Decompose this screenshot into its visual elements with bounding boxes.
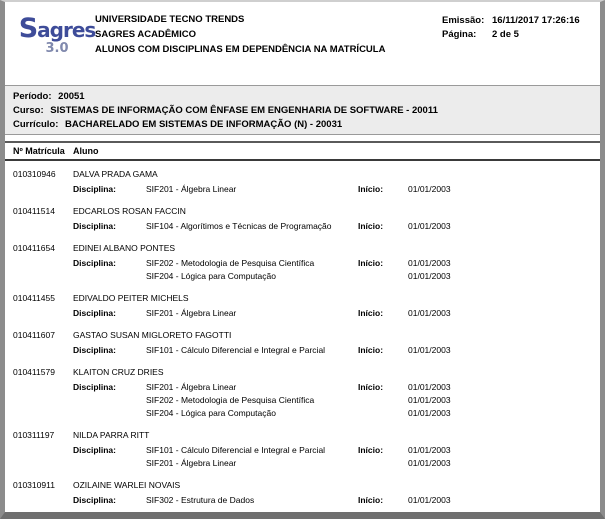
matricula-cell: 010411607 xyxy=(13,330,55,340)
matricula-cell: 010310946 xyxy=(13,169,56,179)
record-discipline-line xyxy=(13,444,600,457)
inicio-date: 01/01/2003 xyxy=(408,221,451,231)
discipline-name: SIF204 - Lógica para Computação xyxy=(146,271,276,281)
logo-title xyxy=(17,13,97,44)
table-row xyxy=(13,291,600,320)
logo-title-rest: agres xyxy=(37,18,96,42)
record-discipline-line xyxy=(13,457,600,470)
record-name-line xyxy=(13,241,600,255)
discipline-label: Disciplina: xyxy=(73,258,116,268)
matricula-spacer xyxy=(13,381,73,394)
emission-block xyxy=(442,14,580,42)
record-name-line xyxy=(13,204,600,218)
inicio-date: 01/01/2003 xyxy=(408,258,451,268)
page-label: Página: xyxy=(442,29,477,40)
inicio-label: Início: xyxy=(358,221,384,231)
records xyxy=(5,161,600,507)
inicio-label: Início: xyxy=(358,184,384,194)
discipline-name: SIF201 - Álgebra Linear xyxy=(146,382,237,392)
inicio-label xyxy=(358,407,408,420)
inicio-label: Início: xyxy=(358,308,384,318)
inicio-label: Início: xyxy=(358,495,384,505)
discipline-label xyxy=(73,394,146,407)
record-discipline-line xyxy=(13,394,600,407)
record-discipline-line xyxy=(13,381,600,394)
record-discipline-line xyxy=(13,270,600,283)
header-titles xyxy=(95,12,385,57)
record-name-line xyxy=(13,478,600,492)
discipline-name: SIF201 - Álgebra Linear xyxy=(146,458,237,468)
matricula-spacer xyxy=(13,457,73,470)
table-row xyxy=(13,328,600,357)
discipline-label xyxy=(73,270,146,283)
student-name: EDINEI ALBANO PONTES xyxy=(73,243,176,253)
matricula-cell: 010411654 xyxy=(13,243,55,253)
table-row xyxy=(13,365,600,420)
table-row xyxy=(13,428,600,470)
record-discipline-line xyxy=(13,183,600,196)
record-name-line xyxy=(13,291,600,305)
page-value: 2 de 5 xyxy=(492,29,519,40)
discipline-label: Disciplina: xyxy=(73,308,116,318)
discipline-name: SIF101 - Cálculo Diferencial e Integral e Parcial xyxy=(146,445,326,455)
student-name: NILDA PARRA RITT xyxy=(73,430,150,440)
course-value: SISTEMAS DE INFORMAÇÃO COM ÊNFASE EM ENGENHARIA DE SOFTWARE - 20011 xyxy=(50,105,438,116)
discipline-label xyxy=(73,457,146,470)
logo-version: 3.0 xyxy=(45,41,69,56)
column-header-matricula: Nº Matrícula xyxy=(13,146,65,156)
matricula-spacer xyxy=(13,270,73,283)
matricula-spacer xyxy=(13,407,73,420)
record-name-line xyxy=(13,167,600,181)
student-name: DALVA PRADA GAMA xyxy=(73,169,158,179)
student-name: KLAITON CRUZ DRIES xyxy=(73,367,164,377)
inicio-date: 01/01/2003 xyxy=(408,345,451,355)
logo-letter-s: S xyxy=(18,13,38,44)
discipline-label: Disciplina: xyxy=(73,445,116,455)
matricula-cell: 010311197 xyxy=(13,430,55,440)
matricula-spacer xyxy=(13,444,73,457)
discipline-label: Disciplina: xyxy=(73,221,116,231)
report-title: ALUNOS COM DISCIPLINAS EM DEPENDÊNCIA NA MATRÍCULA xyxy=(95,44,386,55)
period-label: Período: xyxy=(13,91,52,102)
record-discipline-line xyxy=(13,220,600,233)
inicio-date: 01/01/2003 xyxy=(408,271,451,281)
matricula-spacer xyxy=(13,344,73,357)
table-header xyxy=(5,141,600,161)
matricula-spacer xyxy=(13,394,73,407)
record-name-line xyxy=(13,428,600,442)
matricula-spacer xyxy=(13,220,73,233)
discipline-name: SIF201 - Álgebra Linear xyxy=(146,184,237,194)
discipline-name: SIF302 - Estrutura de Dados xyxy=(146,495,255,505)
record-discipline-line xyxy=(13,307,600,320)
student-name: GASTAO SUSAN MIGLORETO FAGOTTI xyxy=(73,330,232,340)
table-row xyxy=(13,241,600,283)
discipline-name: SIF104 - Algorítimos e Técnicas de Programação xyxy=(146,221,332,231)
discipline-label xyxy=(73,407,146,420)
matricula-spacer xyxy=(13,494,73,507)
inicio-date: 01/01/2003 xyxy=(408,495,451,505)
discipline-label: Disciplina: xyxy=(73,382,116,392)
discipline-label: Disciplina: xyxy=(73,184,116,194)
student-name: EDCARLOS ROSAN FACCIN xyxy=(73,206,186,216)
sagres-logo xyxy=(17,13,97,56)
system-name: SAGRES ACADÊMICO xyxy=(95,29,196,40)
matricula-spacer xyxy=(13,183,73,196)
inicio-date: 01/01/2003 xyxy=(408,308,451,318)
period-value: 20051 xyxy=(58,91,85,102)
emission-label: Emissão: xyxy=(442,15,485,26)
record-name-line xyxy=(13,328,600,342)
course-label: Curso: xyxy=(13,105,44,116)
inicio-date: 01/01/2003 xyxy=(408,445,451,455)
discipline-name: SIF201 - Álgebra Linear xyxy=(146,308,237,318)
inicio-label xyxy=(358,394,408,407)
inicio-label: Início: xyxy=(358,445,384,455)
inicio-date: 01/01/2003 xyxy=(408,458,451,468)
university-name: UNIVERSIDADE TECNO TRENDS xyxy=(95,14,245,25)
inicio-label: Início: xyxy=(358,382,384,392)
discipline-name: SIF204 - Lógica para Computação xyxy=(146,408,276,418)
matricula-cell: 010310911 xyxy=(13,480,55,490)
inicio-label: Início: xyxy=(358,258,384,268)
matricula-spacer xyxy=(13,257,73,270)
record-name-line xyxy=(13,365,600,379)
matricula-cell: 010411455 xyxy=(13,293,55,303)
report-header xyxy=(5,2,600,85)
inicio-label xyxy=(358,457,408,470)
discipline-label: Disciplina: xyxy=(73,345,116,355)
record-discipline-line xyxy=(13,494,600,507)
inicio-label: Início: xyxy=(358,345,384,355)
filter-band xyxy=(5,85,600,135)
discipline-name: SIF101 - Cálculo Diferencial e Integral e Parcial xyxy=(146,345,326,355)
matricula-spacer xyxy=(13,307,73,320)
curriculum-label: Currículo: xyxy=(13,119,59,130)
emission-value: 16/11/2017 17:26:16 xyxy=(492,15,580,26)
discipline-label: Disciplina: xyxy=(73,495,116,505)
column-header-aluno: Aluno xyxy=(73,146,99,156)
inicio-date: 01/01/2003 xyxy=(408,184,451,194)
table-row xyxy=(13,204,600,233)
discipline-name: SIF202 - Metodologia de Pesquisa Científica xyxy=(146,258,315,268)
record-discipline-line xyxy=(13,344,600,357)
record-discipline-line xyxy=(13,407,600,420)
inicio-date: 01/01/2003 xyxy=(408,382,451,392)
record-discipline-line xyxy=(13,257,600,270)
table-row xyxy=(13,167,600,196)
matricula-cell: 010411579 xyxy=(13,367,55,377)
curriculum-value: BACHARELADO EM SISTEMAS DE INFORMAÇÃO (N) - 20031 xyxy=(65,119,343,130)
matricula-cell: 010411514 xyxy=(13,206,55,216)
table-row xyxy=(13,478,600,507)
discipline-name: SIF202 - Metodologia de Pesquisa Científica xyxy=(146,395,315,405)
inicio-label xyxy=(358,270,408,283)
inicio-date: 01/01/2003 xyxy=(408,408,451,418)
student-name: OZILAINE WARLEI NOVAIS xyxy=(73,480,181,490)
student-name: EDIVALDO PEITER MICHELS xyxy=(73,293,189,303)
inicio-date: 01/01/2003 xyxy=(408,395,451,405)
